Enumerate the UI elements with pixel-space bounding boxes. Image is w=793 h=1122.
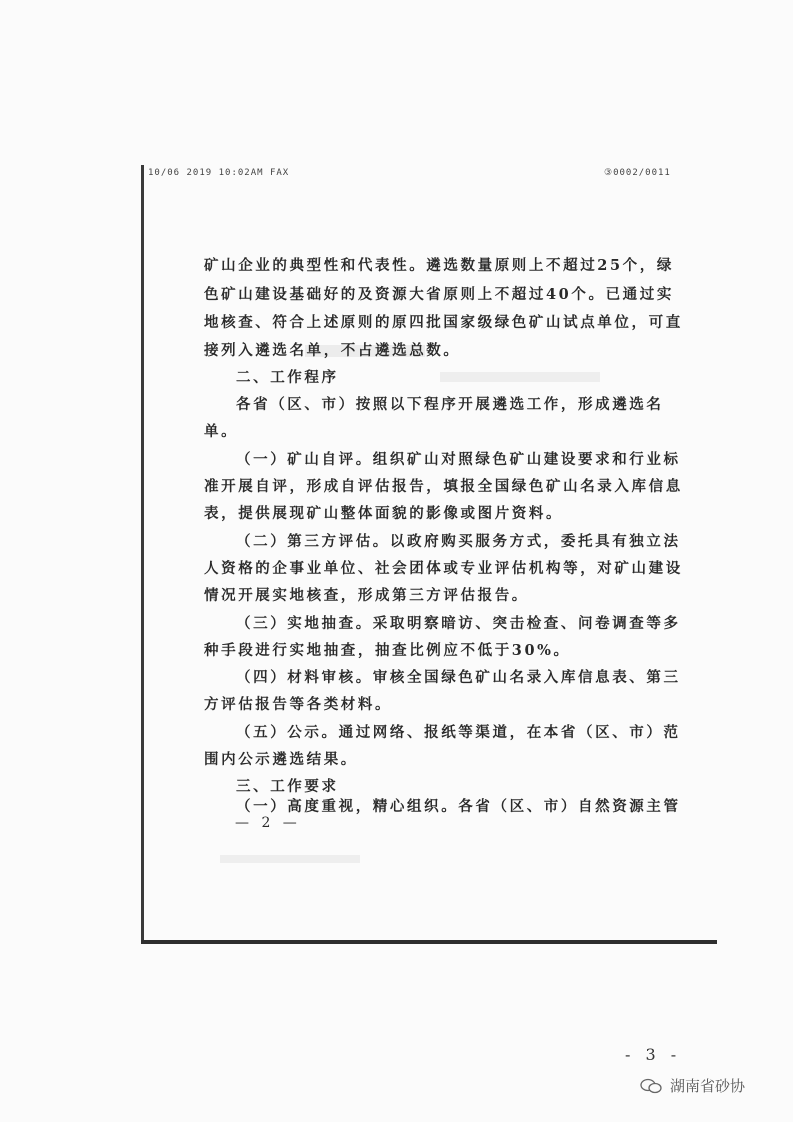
page-bottom-edge [141, 940, 717, 944]
section-heading: 三、工作要求 [236, 778, 339, 795]
body-line: 情况开展实地核查，形成第三方评估报告。 [204, 587, 529, 604]
body-line: 色矿山建设基础好的及资源大省原则上不超过40个。已通过实 [204, 286, 674, 303]
outer-page-number: - 3 - [625, 1045, 682, 1064]
bleed-through-mark [440, 372, 600, 382]
brand-name: 湖南省砂协 [670, 1077, 746, 1095]
page-number: — 2 — [235, 815, 301, 831]
page-left-edge [141, 165, 144, 943]
body-line: 单。 [204, 423, 239, 440]
body-line: 各省（区、市）按照以下程序开展遴选工作，形成遴选名 [236, 396, 664, 413]
body-line: 方评估报告等各类材料。 [204, 696, 393, 713]
body-line: （五）公示。通过网络、报纸等渠道，在本省（区、市）范 [236, 724, 681, 741]
fax-header-right: ③0002/0011 [604, 168, 671, 178]
body-line: （四）材料审核。审核全国绿色矿山名录入库信息表、第三 [236, 669, 681, 686]
fax-header-left: 10/06 2019 10:02AM FAX [148, 168, 290, 178]
section-heading: 二、工作程序 [236, 369, 339, 386]
body-line: （一）矿山自评。组织矿山对照绿色矿山建设要求和行业标 [236, 451, 681, 468]
body-line: （一）高度重视，精心组织。各省（区、市）自然资源主管 [236, 798, 681, 815]
body-line: 人资格的企事业单位、社会团体或专业评估机构等，对矿山建设 [204, 560, 683, 577]
body-line: 种手段进行实地抽查，抽查比例应不低于30%。 [204, 642, 571, 659]
body-line: 接列入遴选名单，不占遴选总数。 [204, 342, 461, 359]
body-line: 准开展自评，形成自评估报告，填报全国绿色矿山名录入库信息 [204, 478, 683, 495]
body-line: 地核查、符合上述原则的原四批国家级绿色矿山试点单位，可直 [204, 314, 683, 331]
body-line: （二）第三方评估。以政府购买服务方式，委托具有独立法 [236, 533, 681, 550]
brand-watermark [640, 1075, 745, 1096]
chat-bubble-icon [640, 1078, 662, 1094]
body-line: 围内公示遴选结果。 [204, 751, 358, 768]
body-line: 表，提供展现矿山整体面貌的影像或图片资料。 [204, 505, 564, 522]
body-line: （三）实地抽查。采取明察暗访、突击检查、问卷调查等多 [236, 615, 681, 632]
bleed-through-mark [220, 855, 360, 863]
body-line: 矿山企业的典型性和代表性。遴选数量原则上不超过25个，绿 [204, 257, 674, 274]
